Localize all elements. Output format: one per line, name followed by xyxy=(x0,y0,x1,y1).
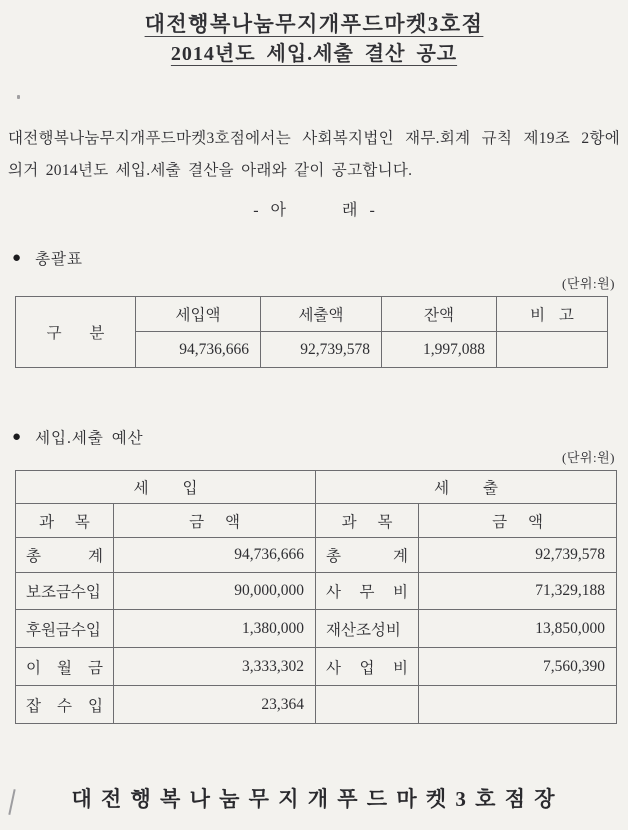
expense-subject: 사 무 비 xyxy=(316,573,419,610)
table-row xyxy=(16,648,617,686)
table-row xyxy=(16,538,617,573)
summary-balance: 1,997,088 xyxy=(382,332,497,368)
budget-section-heading xyxy=(12,426,144,448)
table-row xyxy=(16,610,617,648)
summary-col-note: 비 고 xyxy=(497,297,608,332)
notice-body-text: 대전행복나눔무지개푸드마켓3호점에서는 사회복지법인 재무.회계 규칙 제19조 2항에 의거 2014년도 세입.세출 결산을 아래와 같이 공고합니다. xyxy=(8,130,620,179)
expense-amount: 92,739,578 xyxy=(419,538,617,573)
income-amount: 90,000,000 xyxy=(114,573,316,610)
expense-amount: 13,850,000 xyxy=(419,610,617,648)
summary-table xyxy=(15,296,608,368)
expense-subject xyxy=(316,686,419,724)
income-subject: 이 월 금 xyxy=(16,648,114,686)
bullet-icon: ● xyxy=(12,249,23,266)
footer-signature: 대 전 행 복 나 눔 무 지 개 푸 드 마 켓 3 호 점 장 xyxy=(71,787,557,811)
budget-unit-label: (단위:원) xyxy=(562,450,615,465)
below-divider-label: - 아 래 - xyxy=(253,202,375,219)
page-subtitle: 2014년도 세입.세출 결산 공고 xyxy=(170,43,458,65)
summary-income-total: 94,736,666 xyxy=(136,332,261,368)
income-amount: 23,364 xyxy=(114,686,316,724)
summary-section-heading xyxy=(12,247,83,269)
summary-category-header: 구 분 xyxy=(16,297,136,368)
expense-subject: 재산조성비 xyxy=(316,610,419,648)
income-subject-header: 과 목 xyxy=(16,504,114,538)
bullet-icon: ● xyxy=(12,428,23,445)
budget-heading-label: 세입.세출 예산 xyxy=(35,430,144,447)
income-group-header: 세 입 xyxy=(16,471,316,504)
income-subject: 보조금수입 xyxy=(16,573,114,610)
expense-amount: 7,560,390 xyxy=(419,648,617,686)
table-row xyxy=(16,471,617,504)
summary-expense-total: 92,739,578 xyxy=(261,332,382,368)
expense-amount: 71,329,188 xyxy=(419,573,617,610)
table-row xyxy=(16,297,608,332)
page-title: 대전행복나눔무지개푸드마켓3호점 xyxy=(144,12,484,36)
expense-subject: 사 업 비 xyxy=(316,648,419,686)
income-subject: 잡 수 입 xyxy=(16,686,114,724)
income-amount: 1,380,000 xyxy=(114,610,316,648)
summary-unit-label: (단위:원) xyxy=(562,276,615,291)
income-amount: 3,333,302 xyxy=(114,648,316,686)
income-amount-header: 금 액 xyxy=(114,504,316,538)
income-subject: 후원금수입 xyxy=(16,610,114,648)
expense-amount xyxy=(419,686,617,724)
summary-col-balance: 잔액 xyxy=(382,297,497,332)
expense-subject-header: 과 목 xyxy=(316,504,419,538)
summary-col-expense: 세출액 xyxy=(261,297,382,332)
scan-speck xyxy=(17,95,20,99)
summary-col-income: 세입액 xyxy=(136,297,261,332)
table-row xyxy=(16,573,617,610)
expense-group-header: 세 출 xyxy=(316,471,617,504)
budget-table xyxy=(15,470,617,724)
expense-amount-header: 금 액 xyxy=(419,504,617,538)
summary-note xyxy=(497,332,608,368)
income-amount: 94,736,666 xyxy=(114,538,316,573)
income-subject: 총 계 xyxy=(16,538,114,573)
summary-heading-label: 총괄표 xyxy=(35,251,83,268)
expense-subject: 총 계 xyxy=(316,538,419,573)
table-row xyxy=(16,686,617,724)
table-row xyxy=(16,504,617,538)
